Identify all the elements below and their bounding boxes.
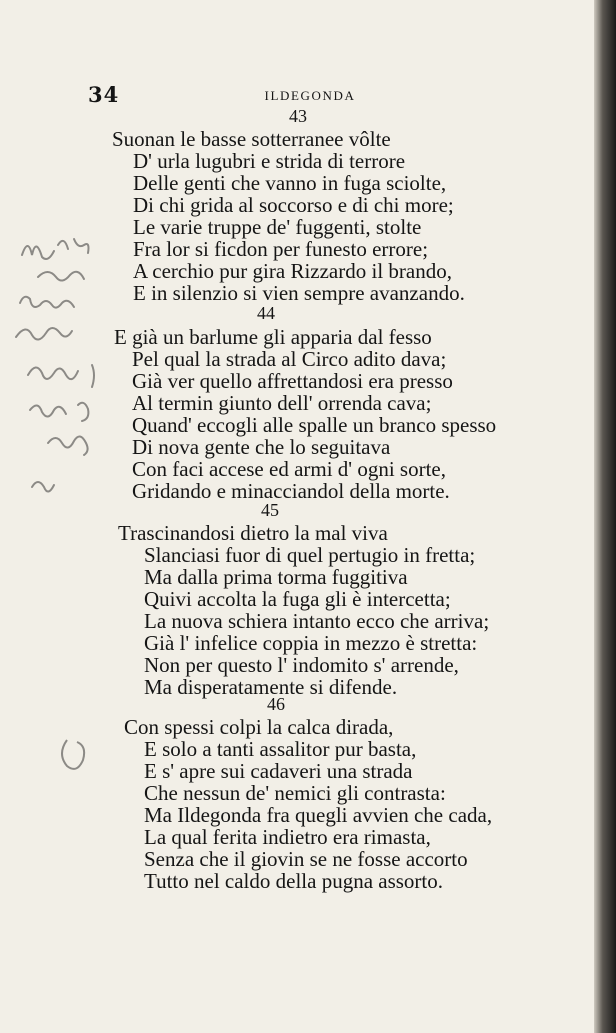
verse-line: Non per questo l' indomito s' arrende, xyxy=(144,653,459,677)
running-head: ILDEGONDA xyxy=(264,88,356,103)
verse-line: Slanciasi fuor di quel pertugio in fretta; xyxy=(144,543,476,567)
verse-line: Ma Ildegonda fra quegli avvien che cada, xyxy=(144,803,493,827)
stanza-number: 43 xyxy=(289,106,307,126)
page-number: 34 xyxy=(88,82,120,107)
verse-line: D' urla lugubri e strida di terrore xyxy=(133,149,406,173)
verse-line: Di chi grida al soccorso e di chi more; xyxy=(133,193,454,217)
verse-line: Quand' eccogli alle spalle un branco spesso xyxy=(132,413,497,437)
verse-line: La qual ferita indietro era rimasta, xyxy=(144,825,431,849)
verse-line: E solo a tanti assalitor pur basta, xyxy=(144,737,417,761)
stanza-number: 45 xyxy=(261,500,279,520)
verse-line: Quivi accolta la fuga gli è intercetta; xyxy=(144,587,451,611)
verse-line: Ma disperatamente si difende. xyxy=(144,675,398,699)
verse-line: Con spessi colpi la calca dirada, xyxy=(124,715,394,739)
verse-line: A cerchio pur gira Rizzardo il brando, xyxy=(133,259,452,283)
verse-line: Trascinandosi dietro la mal viva xyxy=(118,521,388,545)
stanza-number: 46 xyxy=(267,694,285,714)
verse-line: Fra lor si ficdon per funesto errore; xyxy=(133,237,429,261)
verse-line: Gridando e minacciandol della morte. xyxy=(132,479,450,503)
verse-line: Con faci accese ed armi d' ogni sorte, xyxy=(132,457,446,481)
handwritten-mark xyxy=(55,730,95,780)
verse-line: E in silenzio si vien sempre avanzando. xyxy=(133,281,465,305)
verse-line: E già un barlume gli apparia dal fesso xyxy=(114,325,432,349)
verse-line: Che nessun de' nemici gli contrasta: xyxy=(144,781,446,805)
verse-line: Delle genti che vanno in fuga sciolte, xyxy=(133,171,447,195)
stanza-number: 44 xyxy=(257,303,275,323)
verse-line: E s' apre sui cadaveri una strada xyxy=(144,759,413,783)
verse-line: Di nova gente che lo seguitava xyxy=(132,435,391,459)
verse-line: La nuova schiera intanto ecco che arriva; xyxy=(144,609,490,633)
verse-line: Ma dalla prima torma fuggitiva xyxy=(144,565,408,589)
verse-line: Tutto nel caldo della pugna assorto. xyxy=(144,869,444,893)
page-edge-shadow xyxy=(594,0,616,1033)
verse-line: Le varie truppe de' fuggenti, stolte xyxy=(133,215,422,239)
verse-line: Già ver quello affrettandosi era presso xyxy=(132,369,453,393)
verse-line: Pel qual la strada al Circo adito dava; xyxy=(132,347,447,371)
verse-line: Suonan le basse sotterranee vôlte xyxy=(112,127,391,151)
verse-line: Già l' infelice coppia in mezzo è stretta: xyxy=(144,631,478,655)
verse-line: Al termin giunto dell' orrenda cava; xyxy=(132,391,432,415)
page-header xyxy=(0,82,600,108)
verse-line: Senza che il giovin se ne fosse accorto xyxy=(144,847,468,871)
handwritten-marginalia xyxy=(8,225,118,515)
